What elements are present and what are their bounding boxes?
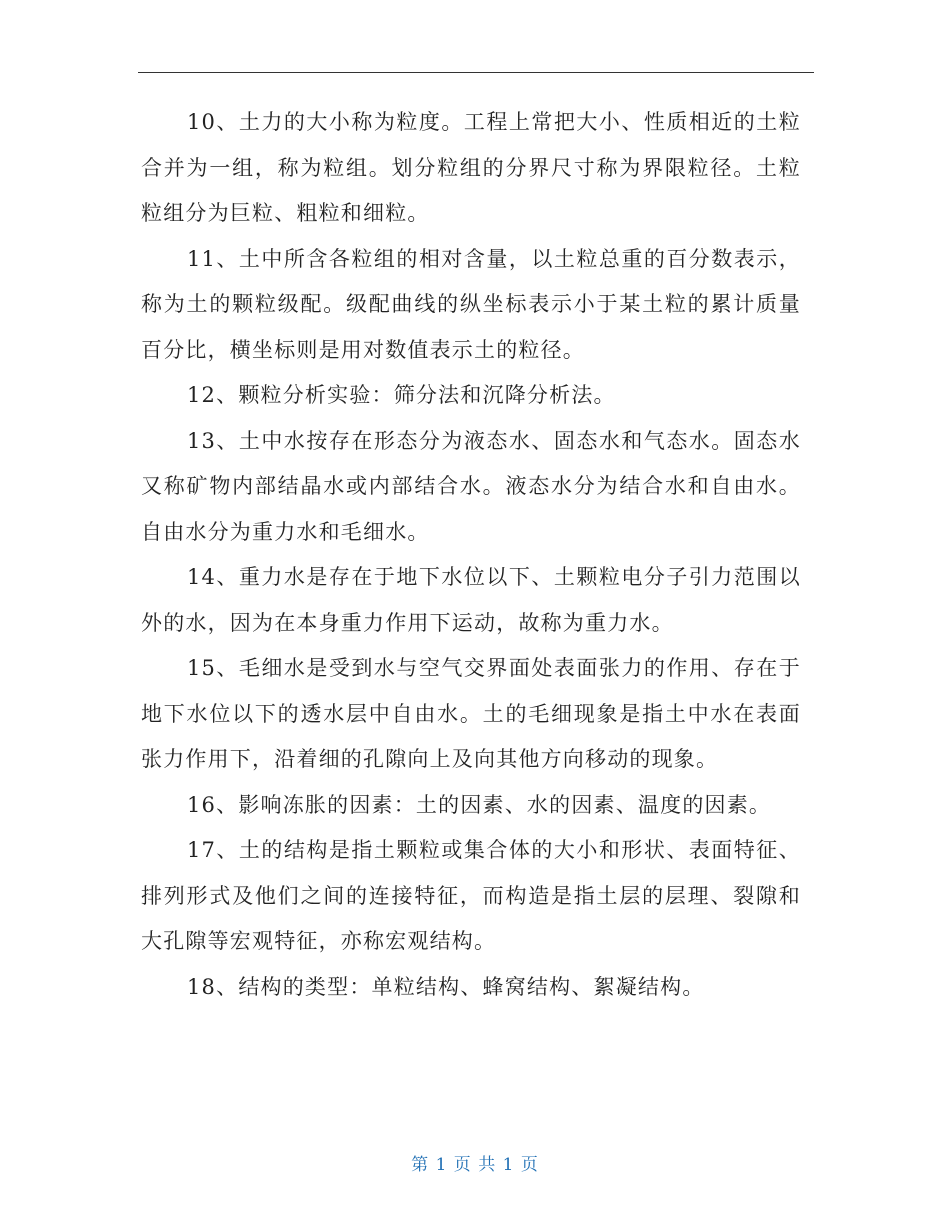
paragraph-12: 12、颗粒分析实验：筛分法和沉降分析法。 <box>187 383 616 407</box>
paragraph-18: 18、结构的类型：单粒结构、蜂窝结构、絮凝结构。 <box>187 974 705 999</box>
paragraph-16: 16、影响冻胀的因素：土的因素、水的因素、温度的因素。 <box>187 792 772 817</box>
paragraph-14: 14、重力水是存在于地下水位以下、土颗粒电分子引力范围以外的水，因为在本身重力作用下运动，故称为重力水。 <box>141 565 801 635</box>
paragraph-11: 11、土中所含各粒组的相对含量，以土粒总重的百分数表示，称为土的颗粒级配。级配曲线的纵坐标表示小于某土粒的累计质量百分比，横坐标则是用对数值表示土的粒径。 <box>141 246 801 362</box>
paragraph-10: 10、土力的大小称为粒度。工程上常把大小、性质相近的土粒合并为一组，称为粒组。划分粒组的分界尺寸称为界限粒径。土粒粒组分为巨粒、粗粒和细粒。 <box>141 110 801 225</box>
paragraph-13: 13、土中水按存在形态分为液态水、固态水和气态水。固态水又称矿物内部结晶水或内部结合水。液态水分为结合水和自由水。自由水分为重力水和毛细水。 <box>141 428 801 544</box>
page-number-label: 第 1 页 共 1 页 <box>411 1155 539 1175</box>
header-rule <box>138 72 814 73</box>
page-footer <box>0 1150 950 1175</box>
paragraph-17: 17、土的结构是指土颗粒或集合体的大小和形状、表面特征、排列形式及他们之间的连接特征，而构造是指土层的层理、裂隙和大孔隙等宏观特征，亦称宏观结构。 <box>141 838 801 953</box>
document-body <box>141 100 801 1010</box>
paragraph-15: 15、毛细水是受到水与空气交界面处表面张力的作用、存在于地下水位以下的透水层中自由水。土的毛细现象是指土中水在表面张力作用下，沿着细的孔隙向上及向其他方向移动的现象。 <box>141 656 801 771</box>
